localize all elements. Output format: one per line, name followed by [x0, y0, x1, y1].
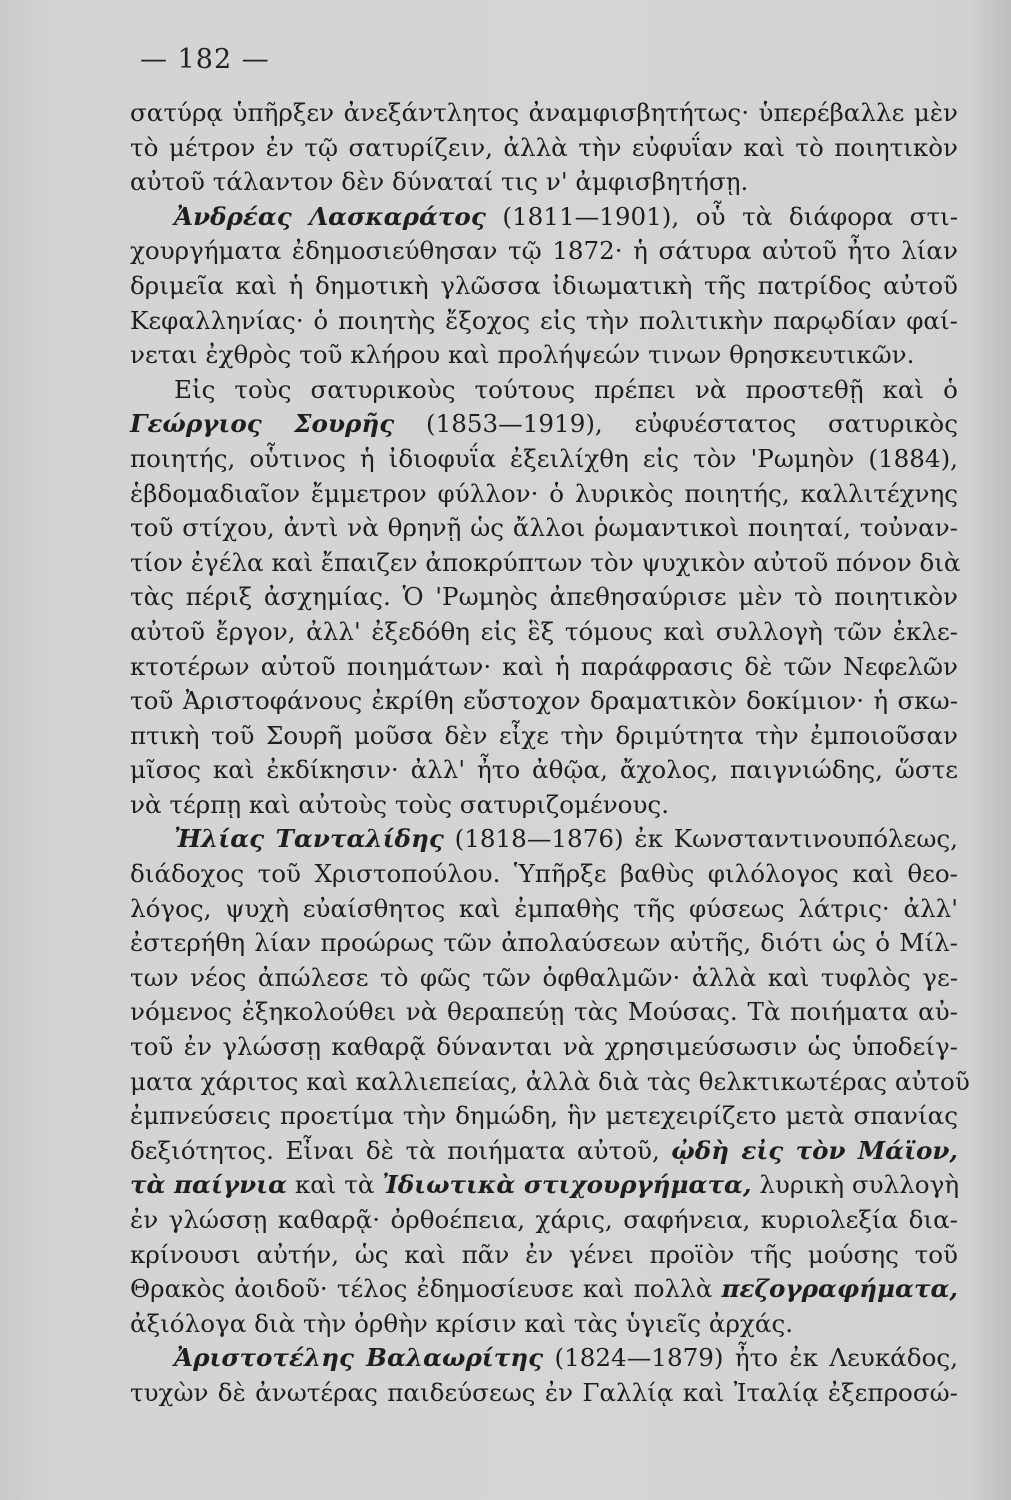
work-title: ᾠδὴ εἰς τὸν Μάϊον,: [671, 1135, 958, 1165]
text-line: ποιητής, οὗτινος ἡ ἰδιοφυΐα ἐξειλίχθη εἰς τὸν 'Ρωμηὸν (1884),: [130, 443, 958, 473]
text-line: μῖσος καὶ ἐκδίκησιν· ἀλλ' ἦτο ἀθῷα, ἄχολος, παιγνιώδης, ὥστε: [130, 755, 958, 785]
body-text: [130, 96, 970, 1411]
text-line: [130, 407, 958, 442]
text-line: δριμεῖα καὶ ἡ δημοτικὴ γλῶσσα ἰδιωματικὴ τῆς πατρίδος αὐτοῦ: [130, 270, 958, 300]
text-line: ἐστερήθη λίαν προώρως τῶν ἀπολαύσεων αὐτῆς, διότι ὡς ὁ Μίλ-: [130, 928, 958, 958]
text-line: τοῦ ἐν γλώσσῃ καθαρᾷ δύνανται νὰ χρησιμεύσωσιν ὡς ὑποδείγ-: [130, 1032, 958, 1062]
text-line: νεται ἐχθρὸς τοῦ κλήρου καὶ προλήψεών τινων θρησκευτικῶν.: [130, 340, 915, 370]
text-line: ματα χάριτος καὶ καλλιεπείας, ἀλλὰ διὰ τὰς θελκτικωτέρας αὐτοῦ: [130, 1066, 970, 1096]
text-line: διάδοχος τοῦ Χριστοπούλου. Ὑπῆρξε βαθὺς φιλόλογος καὶ θεο-: [130, 859, 958, 889]
text-line: [130, 1168, 958, 1203]
text-span: δεξιότητος. Εἶναι δὲ τὰ ποιήματα αὐτοῦ,: [130, 1135, 672, 1165]
text-line: αὐτοῦ τάλαντον δὲν δύναταί τις ν' ἀμφισβητήσῃ.: [130, 167, 749, 197]
text-line: ἐν γλώσσῃ καθαρᾷ· ὀρθοέπεια, χάρις, σαφήνεια, κυριολεξία δια-: [130, 1205, 958, 1234]
text-span: (1818—1876) ἐκ Κωνσταντινουπόλεως,: [443, 824, 958, 854]
text-span: Θρακὸς ἀοιδοῦ· τέλος ἐδημοσίευσε καὶ πολλὰ: [130, 1274, 722, 1304]
text-line: [130, 200, 958, 235]
author-name: Γεώργιος Σουρῆς: [130, 409, 395, 439]
text-line: κτοτέρων αὐτοῦ ποιημάτων· καὶ ἡ παράφρασις δὲ τῶν Νεφελῶν: [130, 651, 958, 681]
author-name: Ἀριστοτέλης Βαλαωρίτης: [174, 1343, 544, 1373]
text-line: τοῦ στίχου, ἀντὶ νὰ θρηνῇ ὡς ἄλλοι ῥωμαντικοὶ ποιηταί, τοὐναν-: [130, 513, 958, 543]
text-line: νὰ τέρπῃ καὶ αὐτοὺς τοὺς σατυριζομένους.: [130, 789, 670, 819]
text-span: (1824—1879) ἦτο ἐκ Λευκάδος,: [543, 1343, 958, 1373]
work-title: Ἰδιωτικὰ στιχουργήματα,: [382, 1170, 752, 1200]
text-line: κρίνουσι αὐτήν, ὡς καὶ πᾶν ἐν γένει προϊὸν τῆς μούσης τοῦ: [130, 1239, 958, 1269]
text-span: (1853—1919), εὐφυέστατος σατυρικὸς: [394, 409, 958, 439]
text-line: [130, 822, 958, 857]
text-span: (1811—1901), οὗ τὰ διάφορα στι-: [485, 201, 959, 231]
work-title: πεζογραφήματα,: [721, 1274, 958, 1304]
text-line: τυχὼν δὲ ἀνωτέρας παιδεύσεως ἐν Γαλλίᾳ καὶ Ἰταλίᾳ ἐξεπροσώ-: [130, 1377, 958, 1407]
text-line: λόγος, ψυχὴ εὐαίσθητος καὶ ἐμπαθὴς τῆς φύσεως λάτρις· ἀλλ': [130, 893, 958, 923]
work-title: τὰ παίγνια: [130, 1170, 287, 1200]
text-line: τὰς πέριξ ἀσχημίας. Ὁ 'Ρωμηὸς ἀπεθησαύρισε μὲν τὸ ποιητικὸν: [130, 582, 958, 612]
text-line: σατύρᾳ ὑπῆρξεν ἀνεξάντλητος ἀναμφισβητήτως· ὑπερέβαλλε μὲν: [130, 98, 958, 127]
text-line: τίον ἐγέλα καὶ ἔπαιζεν ἀποκρύπτων τὸν ψυχικὸν αὐτοῦ πόνον διὰ: [130, 547, 961, 577]
text-line: Κεφαλληνίας· ὁ ποιητὴς ἔξοχος εἰς τὴν πολιτικὴν παρῳδίαν φαί-: [130, 305, 958, 335]
text-span: λυρικὴ συλλογὴ: [751, 1170, 960, 1200]
text-span: καὶ τὰ: [287, 1170, 383, 1200]
text-line: αὐτοῦ ἔργον, ἀλλ' ἐξεδόθη εἰς ἓξ τόμους καὶ συλλογὴ τῶν ἐκλε-: [130, 616, 958, 646]
text-line: νόμενος ἐξηκολούθει νὰ θεραπεύῃ τὰς Μούσας. Τὰ ποιήματα αὐ-: [130, 997, 958, 1027]
author-name: Ἀνδρέας Λασκαράτος: [174, 201, 486, 231]
text-line: ἀξιόλογα διὰ τὴν ὀρθὴν κρίσιν καὶ τὰς ὑγιεῖς ἀρχάς.: [130, 1308, 794, 1338]
text-line: τὸ μέτρον ἐν τῷ σατυρίζειν, ἀλλὰ τὴν εὐφυΐαν καὶ τὸ ποιητικὸν: [130, 132, 958, 162]
text-line: [130, 1134, 958, 1169]
text-line: ἑβδομαδιαῖον ἔμμετρον φύλλον· ὁ λυρικὸς ποιητής, καλλιτέχνης: [130, 478, 958, 508]
text-line: ἐμπνεύσεις προετίμα τὴν δημώδη, ἣν μετεχειρίζετο μετὰ σπανίας: [130, 1101, 958, 1131]
author-name: Ἠλίας Τανταλίδης: [174, 824, 444, 854]
text-line: [130, 1272, 958, 1307]
text-line: [130, 1341, 958, 1376]
text-line: πτικὴ τοῦ Σουρῆ μοῦσα δὲν εἶχε τὴν δριμύτητα τὴν ἐμποιοῦσαν: [130, 720, 958, 750]
page-number: — 182 —: [140, 44, 270, 75]
text-line: Εἰς τοὺς σατυρικοὺς τούτους πρέπει νὰ προστεθῇ καὶ ὁ: [174, 374, 958, 404]
text-line: χουργήματα ἐδημοσιεύθησαν τῷ 1872· ἡ σάτυρα αὐτοῦ ἦτο λίαν: [130, 236, 958, 266]
text-line: τοῦ Ἀριστοφάνους ἐκρίθη εὔστοχον δραματικὸν δοκίμιον· ἡ σκω-: [130, 686, 958, 716]
text-line: των νέος ἀπώλεσε τὸ φῶς τῶν ὀφθαλμῶν· ἀλλὰ καὶ τυφλὸς γε-: [130, 962, 958, 992]
